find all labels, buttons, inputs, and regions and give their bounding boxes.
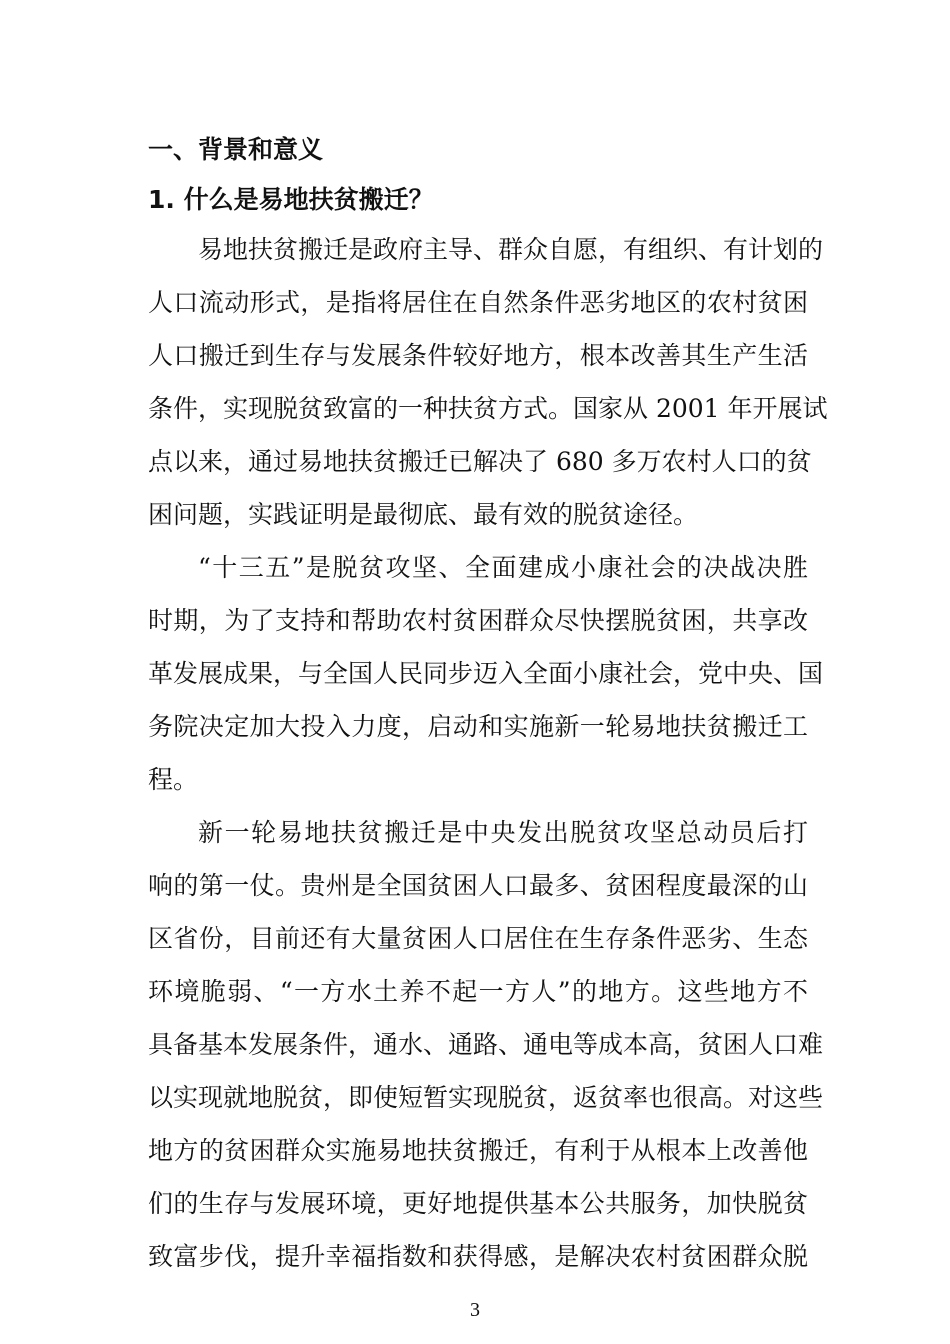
paragraph-line: 环境脆弱、“一方水土养不起一方人”的地方。这些地方不: [148, 977, 808, 1006]
paragraph-line: 易地扶贫搬迁是政府主导、群众自愿，有组织、有计划的: [198, 235, 824, 264]
paragraph-line: 地方的贫困群众实施易地扶贫搬迁，有利于从根本上改善他: [148, 1136, 808, 1165]
section-heading: 一、背景和意义: [148, 135, 324, 164]
paragraph-line: 程。: [148, 765, 199, 794]
paragraph-line: 致富步伐，提升幸福指数和获得感，是解决农村贫困群众脱: [148, 1242, 808, 1271]
paragraph-line: 们的生存与发展环境，更好地提供基本公共服务，加快脱贫: [148, 1189, 808, 1218]
paragraph-line: 以实现就地脱贫，即使短暂实现脱贫，返贫率也很高。对这些: [148, 1083, 824, 1112]
paragraph-line: 新一轮易地扶贫搬迁是中央发出脱贫攻坚总动员后打: [198, 818, 808, 847]
paragraph-line: 条件，实现脱贫致富的一种扶贫方式。国家从 2001 年开展试: [148, 394, 828, 423]
page-number: 3: [470, 1299, 480, 1321]
paragraph-line: 点以来，通过易地扶贫搬迁已解决了 680 多万农村人口的贫: [148, 447, 812, 476]
paragraph-line: 区省份，目前还有大量贫困人口居住在生存条件恶劣、生态: [148, 924, 808, 953]
paragraph-line: “十三五”是脱贫攻坚、全面建成小康社会的决战决胜: [198, 553, 808, 582]
paragraph-line: 具备基本发展条件，通水、通路、通电等成本高，贫困人口难: [148, 1030, 824, 1059]
paragraph-line: 人口搬迁到生存与发展条件较好地方，根本改善其生产生活: [148, 341, 808, 370]
paragraph-line: 人口流动形式，是指将居住在自然条件恶劣地区的农村贫困: [148, 288, 808, 317]
paragraph-line: 时期，为了支持和帮助农村贫困群众尽快摆脱贫困，共享改: [148, 606, 808, 635]
paragraph-line: 革发展成果，与全国人民同步迈入全面小康社会，党中央、国: [148, 659, 824, 688]
paragraph-line: 务院决定加大投入力度，启动和实施新一轮易地扶贫搬迁工: [148, 712, 808, 741]
sub-heading: 1. 什么是易地扶贫搬迁？: [148, 185, 434, 214]
paragraph-line: 困问题，实践证明是最彻底、最有效的脱贫途径。: [148, 500, 699, 529]
paragraph-line: 响的第一仗。贵州是全国贫困人口最多、贫困程度最深的山: [148, 871, 808, 900]
